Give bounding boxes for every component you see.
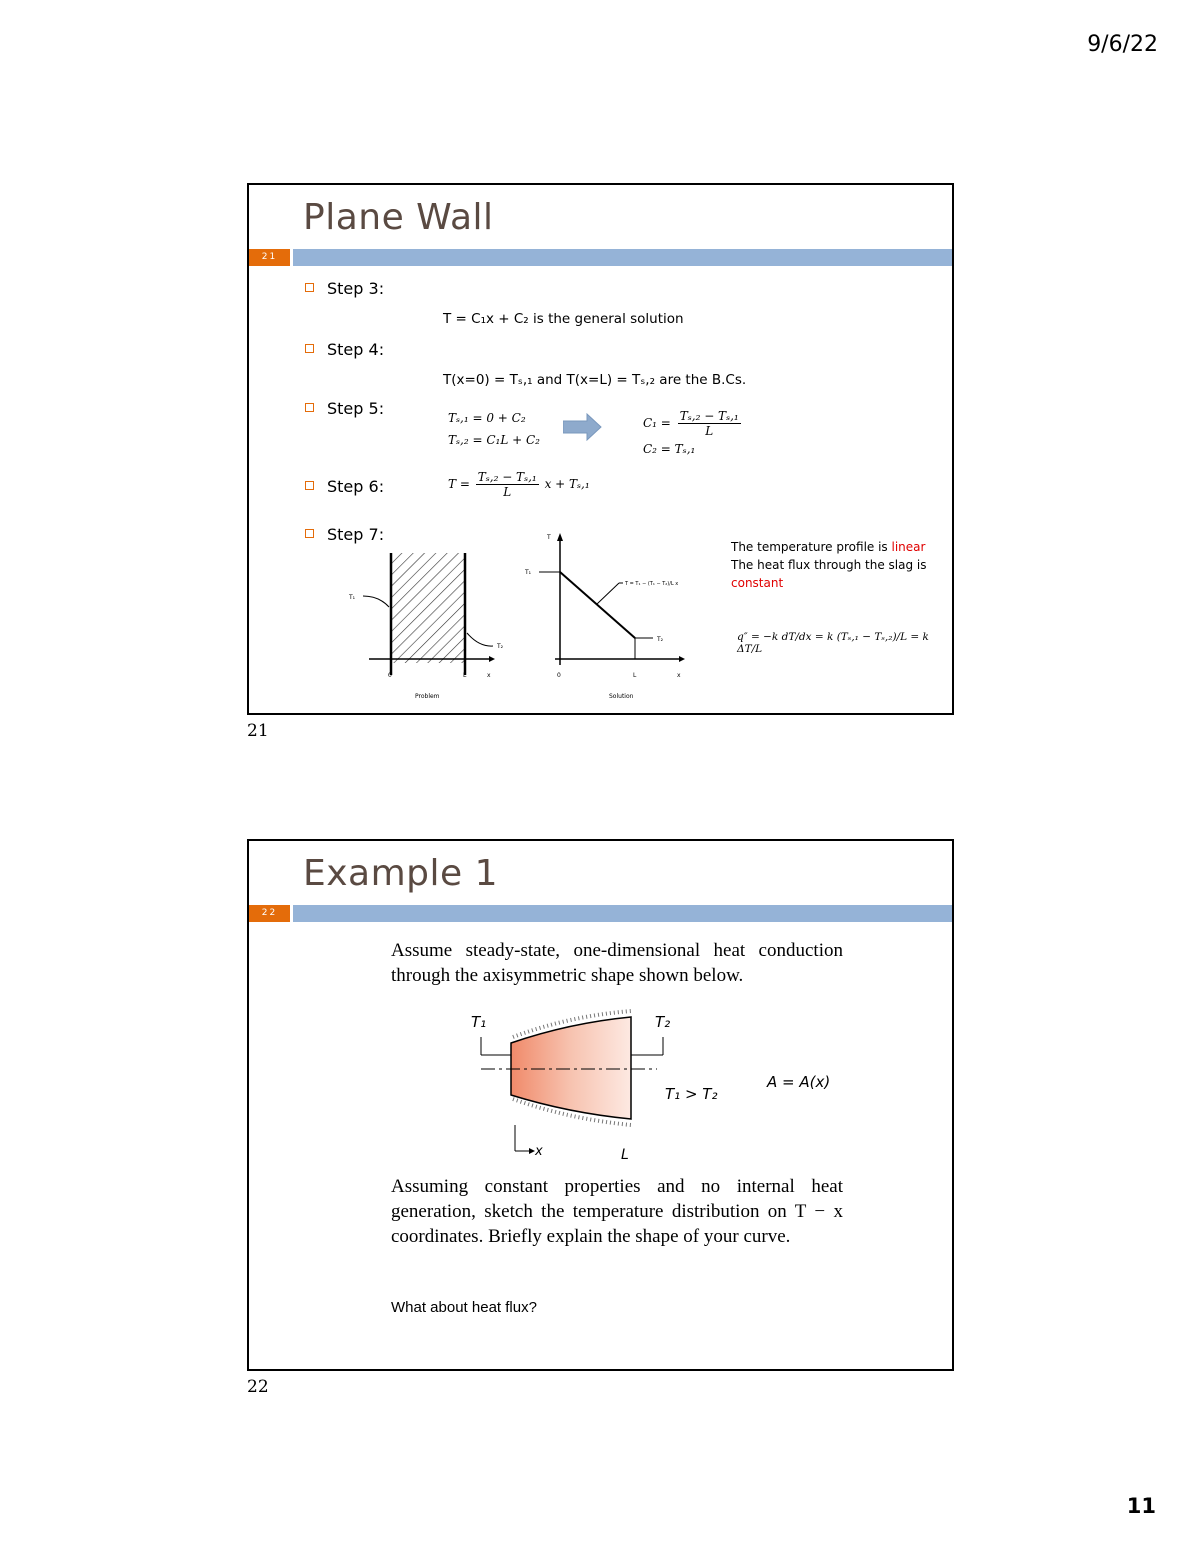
bullet-icon: [305, 344, 314, 353]
step5-c2: C₂ = Tₛ,₁: [643, 442, 696, 456]
problem-statement: Assume steady-state, one-dimensional heat conduction through the axisymmetric shape shown below.: [391, 940, 843, 986]
fig-relation: T₁ > T₂: [665, 1085, 718, 1103]
general-solution: T = C₁x + C₂ is the general solution: [443, 311, 684, 327]
linear-highlight: linear: [891, 540, 926, 554]
problem-label: Problem: [415, 693, 440, 700]
step-6: Step 6:: [305, 477, 384, 496]
solution-x: x: [677, 672, 681, 679]
problem-t2: T₂: [497, 643, 504, 650]
bullet-icon: [305, 481, 314, 490]
profile-note: The temperature profile is linear The heat flux through the slag is constant: [731, 540, 927, 590]
solution-t1: T₁: [525, 569, 532, 576]
heat-flux-question: What about heat flux?: [391, 1299, 537, 1316]
slide-caption-21: 21: [247, 721, 269, 741]
bullet-icon: [305, 403, 314, 412]
boundary-conditions: T(x=0) = Tₛ,₁ and T(x=L) = Tₛ,₂ are the B.Cs.: [443, 372, 747, 388]
heat-flux-eq: q″ = −k dT/dx = k (Tₛ,₁ − Tₛ,₂)/L = k ΔT/L: [737, 631, 929, 655]
problem-instructions: Assuming constant properties and no internal heat generation, sketch the temperature distribution on T − x coordinates. Briefly explain the shape of your curve.: [391, 1176, 843, 1247]
wall-hatch: [391, 553, 465, 663]
fig-x: x: [535, 1144, 543, 1159]
step5-eq-2: Tₛ,₂ = C₁L + C₂: [448, 433, 540, 447]
plane-wall-figure: [339, 525, 699, 705]
right-arrow-icon: [563, 413, 603, 441]
solution-label: Solution: [609, 693, 634, 700]
solution-L: L: [633, 672, 637, 679]
page-number: 11: [1126, 1494, 1156, 1518]
fig-L: L: [621, 1147, 629, 1163]
step-4: Step 4:: [305, 340, 384, 359]
fig-t1: T₁: [471, 1013, 487, 1031]
step-3: Step 3:: [305, 279, 384, 298]
slide-title: Plane Wall: [303, 197, 494, 238]
slide-example-1: [247, 839, 954, 1371]
title-underline-bar: [293, 905, 952, 922]
problem-t1: T₁: [349, 594, 356, 601]
slide-caption-22: 22: [247, 1377, 269, 1397]
slide-number-bar: 22: [249, 905, 290, 922]
slide-title: Example 1: [303, 853, 499, 894]
solution-line-label: T = T₁ − (T₁ − T₂)/L x: [625, 581, 679, 587]
slide-number-bar: 21: [249, 249, 290, 266]
solution-T-axis: T: [547, 534, 551, 541]
problem-x: x: [487, 672, 491, 679]
step5-c1: C₁ = $\frac{\text{Tₛ,₂ − Tₛ,₁}}{L}$: [643, 409, 739, 438]
fig-t2: T₂: [655, 1013, 671, 1031]
slide-plane-wall: [247, 183, 954, 715]
step5-eq-1: Tₛ,₁ = 0 + C₂: [448, 411, 526, 425]
step-7: Step 7:: [305, 525, 384, 544]
step6-eq: T = $\frac{\text{Tₛ,₂ − Tₛ,₁}}{L}$ x + Tₛ,₁: [448, 470, 590, 499]
constant-highlight: constant: [731, 576, 784, 590]
solution-t2: T₂: [657, 636, 664, 643]
problem-L: L: [463, 672, 467, 679]
bullet-icon: [305, 529, 314, 538]
bullet-icon: [305, 283, 314, 292]
axisymmetric-figure: [469, 1001, 869, 1171]
page-date: 9/6/22: [1087, 32, 1158, 57]
fig-area: A = A(x): [767, 1073, 831, 1091]
title-underline-bar: [293, 249, 952, 266]
step-5: Step 5:: [305, 399, 384, 418]
problem-zero: 0: [388, 672, 392, 679]
solution-zero: 0: [557, 672, 561, 679]
